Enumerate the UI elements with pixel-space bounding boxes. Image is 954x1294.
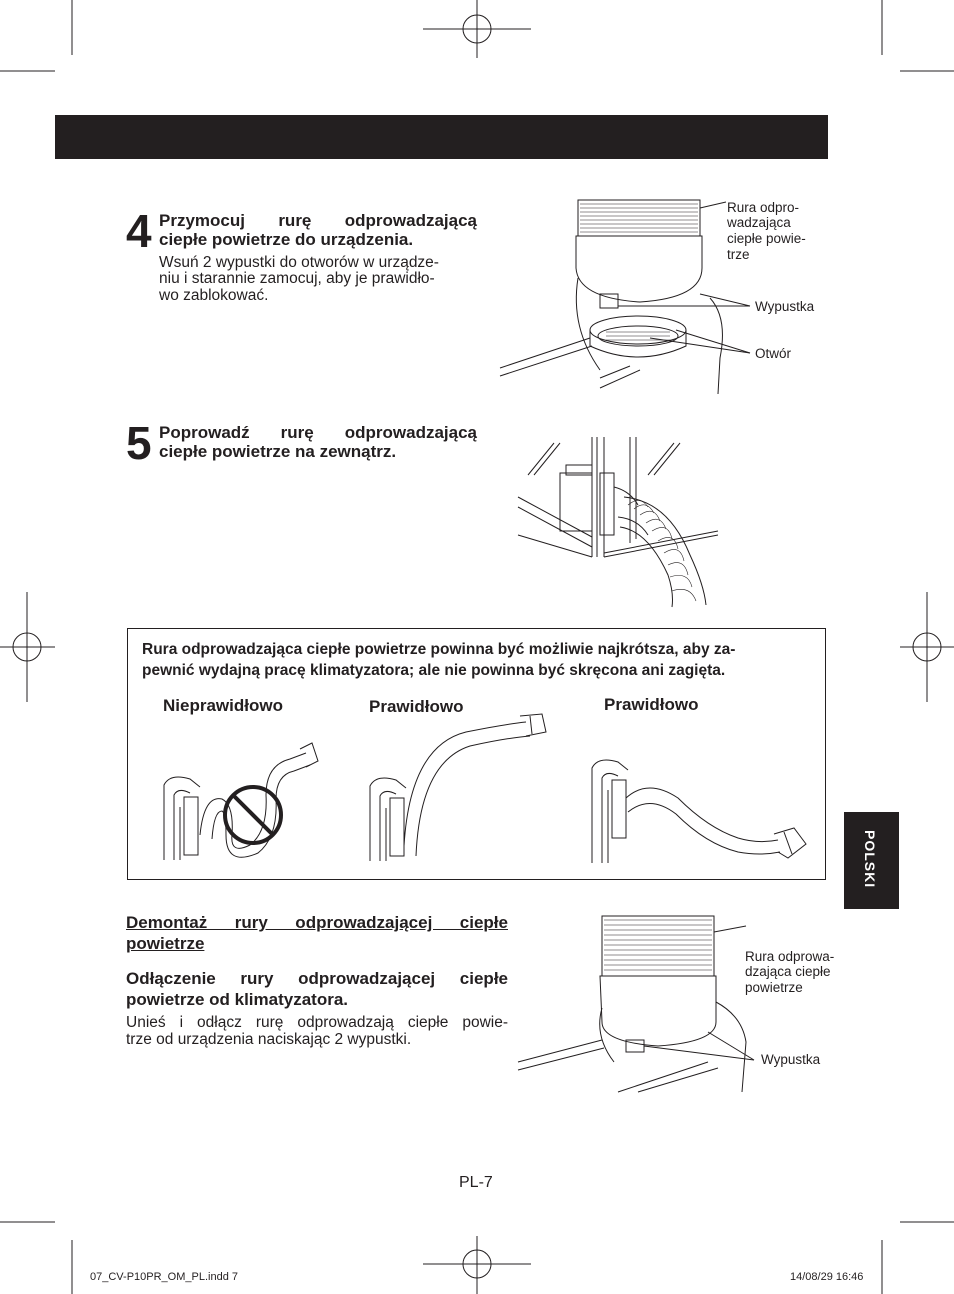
step-4-callout-pipe-2: wadzająca <box>727 215 791 230</box>
step-4-title-line1: Przymocuj rurę odprowadzającą <box>159 211 477 230</box>
step-4-body-line2: niu i starannie zamocuj, aby je prawidło- <box>159 270 435 287</box>
removal-subheading-line1: Odłączenie rury odprowadzającej ciepłe <box>126 969 508 988</box>
correct-hose-illustration-1 <box>366 706 556 866</box>
header-bar <box>55 115 828 159</box>
removal-callout-pipe-1: Rura odprowa- <box>745 949 835 964</box>
step-4-callout-hole: Otwór <box>755 346 792 361</box>
notice-line2: pewnić wydajną pracę klimatyzatora; ale nie powinna być skręcona ani zagięta. <box>142 662 726 679</box>
step-5-number: 5 <box>126 417 152 469</box>
removal-illustration <box>518 912 758 1097</box>
step-4-callout-pipe-1: Rura odpro- <box>727 200 800 215</box>
step-4-title-line2: ciepłe powietrze do urządzenia. <box>159 230 414 249</box>
step-5-illustration <box>518 435 718 610</box>
page-number: PL-7 <box>459 1174 493 1191</box>
step-5-title-line2: ciepłe powietrze na zewnątrz. <box>159 442 397 461</box>
step-4-callout-tab: Wypustka <box>755 299 815 314</box>
removal-callout-pipe-3: powietrze <box>745 980 803 995</box>
step-4-illustration <box>500 198 760 398</box>
removal-heading-line1: Demontaż rury odprowadzającej ciepłe <box>126 913 508 932</box>
label-correct-1: Prawidłowo <box>369 697 464 716</box>
step-4-number: 4 <box>126 205 152 257</box>
removal-callout-tab: Wypustka <box>761 1052 821 1067</box>
step-5-title-line1: Poprowadź rurę odprowadzającą <box>159 423 477 442</box>
step-4-callout-pipe-4: trze <box>727 247 750 262</box>
removal-subheading-line2: powietrze od klimatyzatora. <box>126 990 348 1009</box>
removal-body-line2: trze od urządzenia naciskając 2 wypustki. <box>126 1031 412 1048</box>
removal-callout-pipe-2: dzająca ciepłe <box>745 964 831 979</box>
correct-hose-illustration-2 <box>588 748 818 868</box>
footer-file: 07_CV-P10PR_OM_PL.indd 7 <box>90 1271 238 1283</box>
step-4-callout-pipe-3: ciepłe powie- <box>727 231 806 246</box>
language-tab-label: POLSKI <box>862 830 878 889</box>
footer-timestamp: 14/08/29 16:46 <box>790 1271 864 1283</box>
label-incorrect: Nieprawidłowo <box>163 696 283 715</box>
notice-line1: Rura odprowadzająca ciepłe powietrze powinna być możliwie najkrótsza, aby za- <box>142 641 736 658</box>
label-correct-2: Prawidłowo <box>604 695 699 714</box>
step-4-body-line3: wo zablokować. <box>159 287 269 304</box>
step-4-body-line1: Wsuń 2 wypustki do otworów w urządze- <box>159 254 439 271</box>
removal-heading-line2: powietrze <box>126 934 205 953</box>
incorrect-hose-illustration <box>160 735 330 865</box>
removal-body-line1: Unieś i odłącz rurę odprowadzają ciepłe powie- <box>126 1014 508 1031</box>
